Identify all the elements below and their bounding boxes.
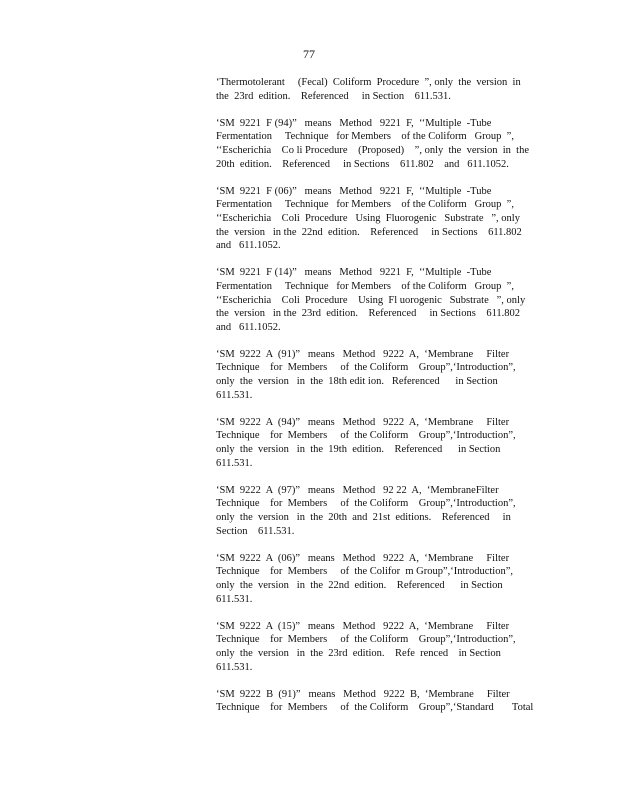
page-number: 77: [303, 47, 315, 61]
text-line: Technique for Members of the Coliform Group”,‘Introduction”,: [216, 498, 516, 510]
text-line: Technique for Members of the Coliform Group”,‘Standard Total: [216, 702, 534, 714]
text-line: ‘SM 9222 B (91)” means Method 9222 B, ‘Membrane Filter: [216, 688, 510, 700]
text-line: Section 611.531.: [216, 525, 295, 537]
text-line: ‘Thermotolerant (Fecal) Coliform Procedure ”, only the version in: [216, 77, 521, 88]
text-line: Fermentation Technique for Members of the Coliform Group ”,: [216, 280, 514, 292]
text-line: only the version in the 22nd edition. Referenced in Section: [216, 579, 503, 591]
text-line: 20th edition. Referenced in Sections 611.802 and 611.1052.: [216, 158, 509, 170]
text-line: and 611.1052.: [216, 240, 281, 252]
definition-paragraph: [216, 185, 536, 253]
text-line: Technique for Members of the Colifor m Group”,‘Introduction”,: [216, 566, 513, 578]
text-line: ‘‘Escherichia Coli Procedure Using Fluorogenic Substrate ”, only: [216, 212, 520, 224]
text-line: the 23rd edition. Referenced in Section 611.531.: [216, 90, 451, 102]
definition-paragraph: [216, 348, 536, 402]
text-line: 611.531.: [216, 661, 253, 673]
text-line: Technique for Members of the Coliform Group”,‘Introduction”,: [216, 634, 516, 646]
text-line: only the version in the 23rd edition. Refe renced in Section: [216, 647, 501, 659]
text-line: ‘SM 9222 A (15)” means Method 9222 A, ‘Membrane Filter: [216, 620, 510, 632]
definition-paragraph: [216, 620, 536, 674]
text-line: Technique for Members of the Coliform Group”,‘Introduction”,: [216, 430, 516, 442]
document-body: [216, 76, 536, 729]
text-line: only the version in the 20th and 21st editions. Referenced in: [216, 512, 511, 523]
definition-paragraph: [216, 76, 536, 103]
text-line: ‘‘Escherichia Co li Procedure (Proposed) ”, only the version in the: [216, 144, 529, 156]
text-line: ‘SM 9222 A (97)” means Method 92 22 A, ‘MembraneFilter: [216, 484, 499, 496]
text-line: Technique for Members of the Coliform Group”,‘Introduction”,: [216, 362, 516, 374]
text-line: 611.531.: [216, 593, 253, 605]
text-line: ‘SM 9222 A (91)” means Method 9222 A, ‘Membrane Filter: [216, 348, 510, 360]
text-line: the version in the 22nd edition. Referenced in Sections 611.802: [216, 226, 522, 238]
text-line: the version in the 23rd edition. Referenced in Sections 611.802: [216, 308, 521, 320]
text-line: ‘SM 9221 F (14)” means Method 9221 F, ‘‘Multiple -Tube: [216, 267, 492, 279]
text-line: 611.531.: [216, 389, 253, 401]
text-line: Fermentation Technique for Members of the Coliform Group ”,: [216, 131, 514, 143]
text-line: Fermentation Technique for Members of the Coliform Group ”,: [216, 199, 514, 211]
definition-paragraph: [216, 552, 536, 606]
text-line: only the version in the 19th edition. Referenced in Section: [216, 444, 501, 456]
text-line: ‘SM 9221 F (06)” means Method 9221 F, ‘‘Multiple -Tube: [216, 185, 492, 197]
text-line: and 611.1052.: [216, 321, 281, 333]
text-line: 611.531.: [216, 457, 253, 469]
definition-paragraph: [216, 484, 536, 538]
text-line: ‘SM 9222 A (06)” means Method 9222 A, ‘Membrane Filter: [216, 552, 510, 564]
definition-paragraph: [216, 117, 536, 171]
text-line: ‘SM 9221 F (94)” means Method 9221 F, ‘‘Multiple -Tube: [216, 117, 492, 129]
text-line: ‘‘Escherichia Coli Procedure Using Fl uorogenic Substrate ”, only: [216, 294, 526, 306]
text-line: ‘SM 9222 A (94)” means Method 9222 A, ‘Membrane Filter: [216, 416, 510, 428]
definition-paragraph: [216, 266, 536, 334]
text-line: only the version in the 18th edit ion. Referenced in Section: [216, 376, 498, 388]
definition-paragraph: [216, 416, 536, 470]
definition-paragraph: [216, 688, 536, 715]
